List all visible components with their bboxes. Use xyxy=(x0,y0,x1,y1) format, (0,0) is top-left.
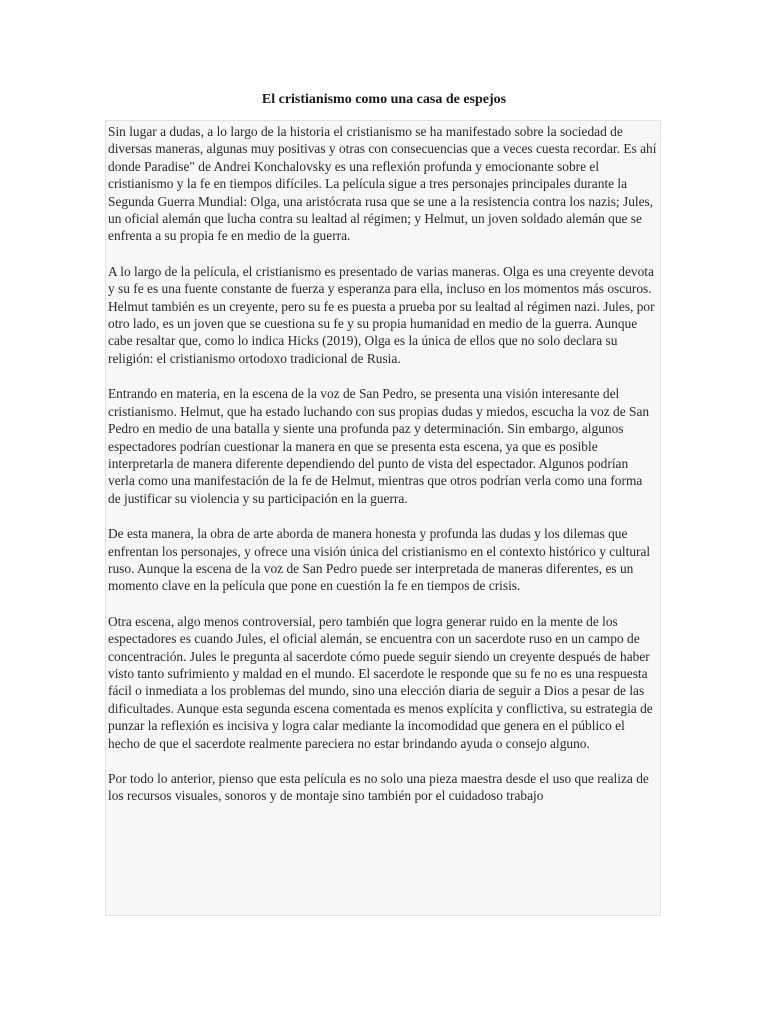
paragraph-6: Por todo lo anterior, pienso que esta película es no solo una pieza maestra desde el uso que realiza de los recursos visuales, sonoros y de montaje sino también por el cuidadoso trabajo xyxy=(108,771,649,804)
paragraph-2: A lo largo de la película, el cristianismo es presentado de varias maneras. Olga es una creyente devota y su fe es una fuente constante de fuerza y esperanza para ella, incluso en los momentos más oscuros. Helmut también es un creyente, pero su fe es puesta a prueba por su lealtad al régimen nazi. Jules, por otro lado, es un joven que se cuestiona su fe y su propia humanidad en medio de la guerra. Aunque cabe resaltar que, como lo indica Hicks (2019), Olga es la única de ellos que no solo declara su religión: el cristianismo ortodoxo tradicional de Rusia. xyxy=(108,263,655,366)
document-body xyxy=(105,120,661,916)
paragraph-1: Sin lugar a dudas, a lo largo de la historia el cristianismo se ha manifestado sobre la sociedad de diversas maneras, algunas muy positivas y otras con consecuencias que a veces cuesta recordar. Es ahí donde Paradise" de Andrei Konchalovsky es una reflexión profunda y emocionante sobre el cristianismo y la fe en tiempos difíciles. La película sigue a tres personajes principales durante la Segunda Guerra Mundial: Olga, una aristócrata rusa que se une a la resistencia contra los nazis; Jules, un oficial alemán que lucha contra su lealtad al régimen; y Helmut, un joven soldado alemán que se enfrenta a su propia fe en medio de la guerra. xyxy=(108,124,657,244)
paragraph-5: Otra escena, algo menos controversial, pero también que logra generar ruido en la mente de los espectadores es cuando Jules, el oficial alemán, se encuentra con un sacerdote ruso en un campo de concentración. Jules le pregunta al sacerdote cómo puede seguir siendo un creyente después de haber visto tanto sufrimiento y maldad en el mundo. El sacerdote le responde que su fe no es una respuesta fácil o inmediata a los problemas del mundo, sino una elección diaria de seguir a Dios a pesar de las dificultades. Aunque esta segunda escena comentada es menos explícita y conflictiva, su estrategia de punzar la reflexión es incisiva y logra calar mediante la incomodidad que genera en el público el hecho de que el sacerdote realmente pareciera no estar brindando ayuda o consejo alguno. xyxy=(108,613,653,751)
document-title: El cristianismo como una casa de espejos xyxy=(261,92,507,107)
paragraph-3: Entrando en materia, en la escena de la voz de San Pedro, se presenta una visión interesante del cristianismo. Helmut, que ha estado luchando con sus propias dudas y miedos, escucha la voz de San Pedro en medio de una batalla y siente una profunda paz y determinación. Sin embargo, algunos espectadores podrían cuestionar la manera en que se presenta esta escena, ya que es posible interpretarla de manera diferente dependiendo del punto de vista del espectador. Algunos podrían verla como una manifestación de la fe de Helmut, mientras que otros podrían verla como una forma de justificar su violencia y su participación en la guerra. xyxy=(108,386,650,506)
paragraph-4: De esta manera, la obra de arte aborda de manera honesta y profunda las dudas y los dilemas que enfrentan los personajes, y ofrece una visión única del cristianismo en el contexto histórico y cultural ruso. Aunque la escena de la voz de San Pedro puede ser interpretada de maneras diferentes, es un momento clave en la película que pone en cuestión la fe en tiempos de crisis. xyxy=(108,526,651,594)
